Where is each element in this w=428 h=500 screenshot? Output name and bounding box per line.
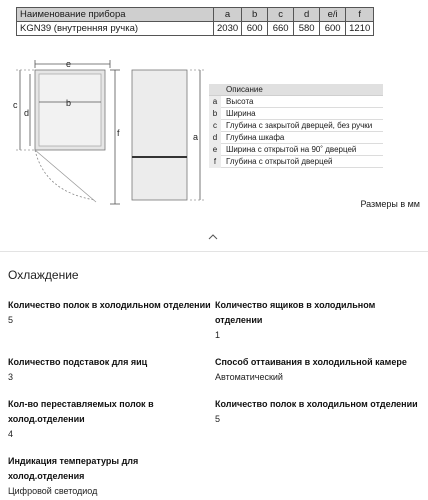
property-item (215, 355, 420, 385)
table-header-row (17, 8, 374, 22)
legend-letter: f (209, 156, 221, 168)
property-label: Кол-во переставляемых полок в холод.отделении (8, 399, 154, 424)
legend-letter: e (209, 144, 221, 156)
legend-letter: b (209, 108, 221, 120)
property-item (215, 298, 420, 343)
dim-label-e: e (66, 59, 72, 69)
legend-text: Высота (226, 97, 254, 106)
legend-letter: a (209, 96, 221, 108)
dim-label-c: c (13, 100, 18, 110)
legend-item (209, 156, 383, 168)
property-value: Автоматический (215, 372, 283, 382)
property-label: Индикация температуры для холод.отделения (8, 456, 139, 481)
property-label: Количество ящиков в холодильном отделении (215, 300, 376, 325)
property-value: 4 (8, 429, 14, 439)
section-divider (0, 251, 428, 252)
legend-text: Ширина (226, 109, 256, 118)
property-label: Способ оттаивания в холодильной камере (215, 357, 407, 367)
dimensions-table (16, 7, 374, 36)
table-cell: 600 (320, 22, 346, 36)
table-header-cell: e/i (320, 8, 346, 22)
table-header-cell: b (242, 8, 268, 22)
property-label: Количество полок в холодильном отделении (8, 300, 211, 310)
dim-label-b: b (66, 98, 72, 108)
table-cell: 660 (268, 22, 294, 36)
property-value: 5 (8, 315, 14, 325)
chevron-up-icon[interactable] (208, 232, 218, 242)
table-cell: 580 (294, 22, 320, 36)
property-value: 1 (215, 330, 221, 340)
property-value: 5 (215, 414, 221, 424)
property-item (8, 298, 213, 328)
fridge-dimension-drawing (10, 52, 220, 212)
dim-label-f: f (117, 128, 120, 138)
legend-letter: c (209, 120, 221, 132)
table-header-cell: Наименование прибора (17, 8, 214, 22)
table-header-cell: d (294, 8, 320, 22)
property-value: Цифровой светодиод (8, 486, 98, 496)
table-header-cell: a (214, 8, 242, 22)
dimensions-unit-note: Размеры в мм (360, 199, 420, 209)
dimension-legend (209, 84, 383, 168)
legend-letter: d (209, 132, 221, 144)
table-cell: 600 (242, 22, 268, 36)
legend-item (209, 108, 383, 120)
table-cell: 2030 (214, 22, 242, 36)
property-item (8, 355, 213, 385)
legend-title: Описание (209, 84, 383, 96)
table-row (17, 22, 374, 36)
property-item (215, 397, 420, 427)
table-cell: 1210 (346, 22, 374, 36)
legend-item (209, 132, 383, 144)
dim-label-d: d (24, 108, 30, 118)
table-cell: KGN39 (внутренняя ручка) (17, 22, 214, 36)
table-header-cell: f (346, 8, 374, 22)
property-item (8, 454, 213, 499)
legend-text: Глубина с открытой дверцей (226, 157, 333, 166)
dim-label-a: a (193, 132, 199, 142)
property-value: 3 (8, 372, 14, 382)
property-label: Количество полок в холодильном отделении (215, 399, 418, 409)
legend-text: Глубина с закрытой дверцей, без ручки (226, 121, 373, 130)
section-title-cooling: Охлаждение (8, 268, 79, 282)
legend-item (209, 144, 383, 156)
legend-text: Ширина с открытой на 90˚ дверцей (226, 145, 357, 154)
legend-text: Глубина шкафа (226, 133, 285, 142)
legend-item (209, 96, 383, 108)
property-item (8, 397, 213, 442)
table-header-cell: c (268, 8, 294, 22)
legend-item (209, 120, 383, 132)
property-label: Количество подставок для яиц (8, 357, 148, 367)
